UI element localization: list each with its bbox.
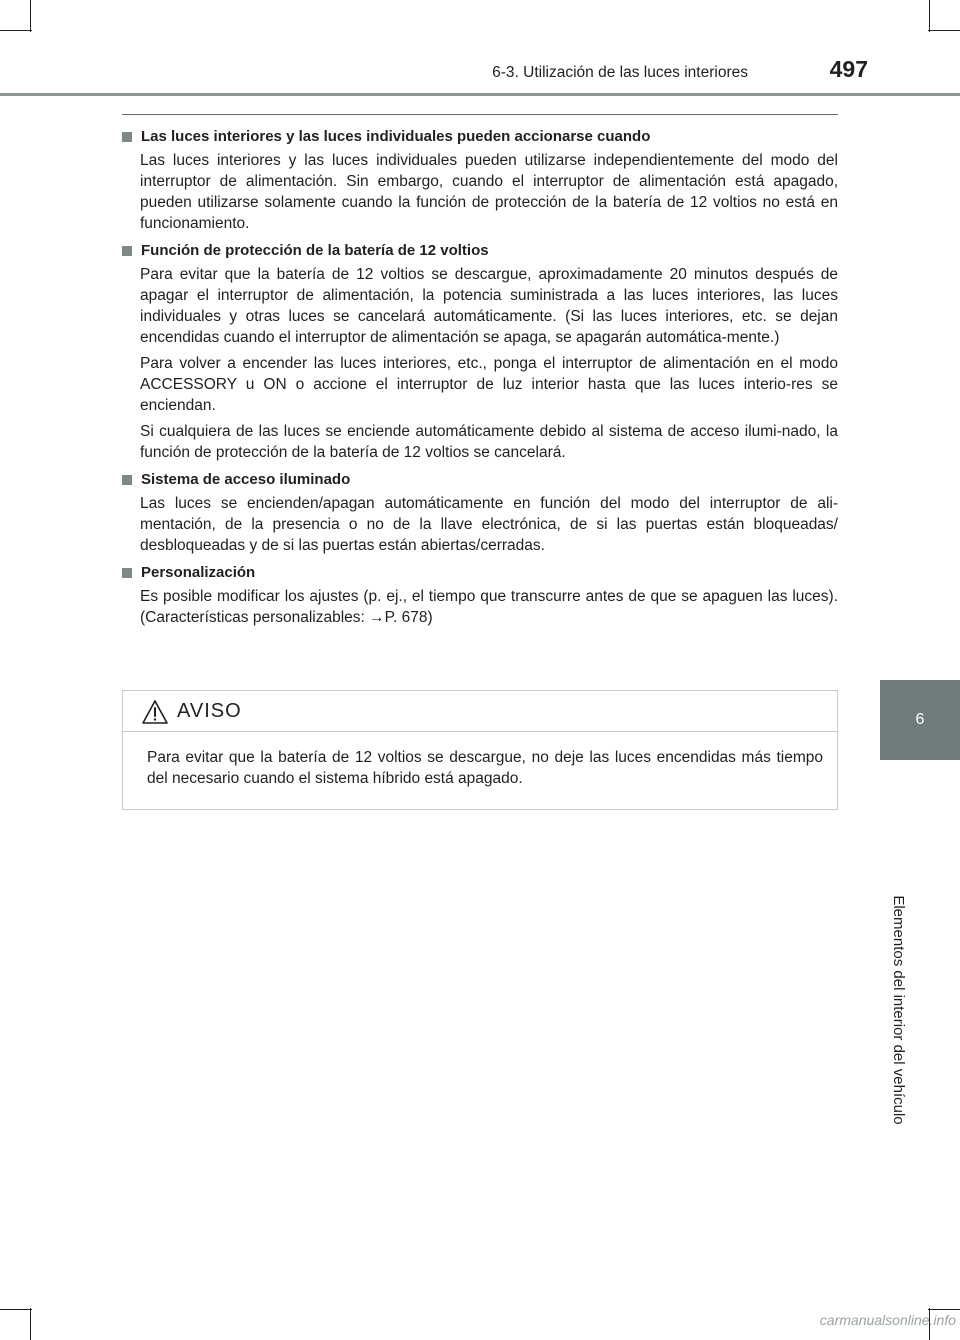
crop-mark: [0, 1309, 32, 1310]
section-heading: Personalización: [122, 562, 838, 584]
paragraph: Es posible modificar los ajustes (p. ej., el tiempo que transcurre antes de que se apaguen las luces). (Características personalizables: →P. 678): [140, 588, 838, 626]
section-heading: Función de protección de la batería de 12 voltios: [122, 240, 838, 262]
content-divider: [122, 114, 838, 115]
crop-mark: [30, 1308, 31, 1340]
main-content: [122, 126, 838, 634]
section-availability: [122, 126, 838, 234]
page-number: 497: [829, 56, 868, 82]
crop-mark: [928, 1309, 960, 1310]
paragraph: Las luces interiores y las luces individuales pueden utilizarse independientemente del modo del interruptor de alimentación. Sin embargo, cuando el interruptor de alimentación está apagado, pueden utilizarse solamente cuando la función de protección de la batería de 12 voltios no está en funcionamiento.: [140, 152, 838, 232]
warning-header: [123, 691, 837, 732]
square-bullet-icon: [122, 568, 132, 578]
warning-text: Para evitar que la batería de 12 voltios se descargue, no deje las luces encendidas más tiempo del necesario cuando el sistema híbrido está apagado.: [147, 749, 823, 787]
chapter-tab[interactable]: [880, 680, 960, 760]
chapter-label: Elementos del interior del vehículo: [890, 895, 907, 1125]
warning-triangle-icon: [141, 699, 169, 725]
crop-mark: [0, 30, 32, 31]
paragraph: Las luces se encienden/apagan automáticamente en función del modo del interruptor de ali-mentación, de la presencia o no de la llave electrónica, de si las puertas están bloqueadas/ desbloqueadas y de si las puertas están abiertas/cerradas.: [140, 495, 838, 554]
paragraph: Para volver a encender las luces interiores, etc., ponga el interruptor de alimentación en el modo ACCESSORY u ON o accione el interruptor de luz interior hasta que las luces interio-res se enciendan.: [140, 355, 838, 414]
square-bullet-icon: [122, 475, 132, 485]
paragraph: Para evitar que la batería de 12 voltios se descargue, aproximadamente 20 minutos después de apagar el interruptor de alimentación, la potencia suministrada a las luces interiores, las luces individuales y otras luces se cancelará automáticamente. (Si las luces interiores, etc. se dejan encendidas cuando el interruptor de alimentación se apaga, se apagarán automática-mente.): [140, 266, 838, 346]
crop-mark: [929, 0, 930, 32]
warning-box: [122, 690, 838, 810]
section-heading: Sistema de acceso iluminado: [122, 469, 838, 491]
crop-mark: [928, 30, 960, 31]
section-battery-protection: [122, 240, 838, 463]
section-title: 6-3. Utilización de las luces interiores: [492, 64, 748, 81]
square-bullet-icon: [122, 132, 132, 142]
paragraph: Si cualquiera de las luces se enciende automáticamente debido al sistema de acceso ilumi-nado, la función de protección de la batería de 12 voltios se cancelará.: [140, 423, 838, 461]
square-bullet-icon: [122, 246, 132, 256]
crop-mark: [30, 0, 31, 32]
section-illuminated-entry: [122, 469, 838, 556]
section-customization: [122, 562, 838, 628]
chapter-number: 6: [915, 711, 925, 728]
header-divider: [0, 93, 960, 96]
watermark: carmanualsonline.info: [819, 1312, 956, 1328]
warning-title: AVISO: [177, 700, 242, 722]
section-heading: Las luces interiores y las luces individuales pueden accionarse cuando: [122, 126, 838, 148]
